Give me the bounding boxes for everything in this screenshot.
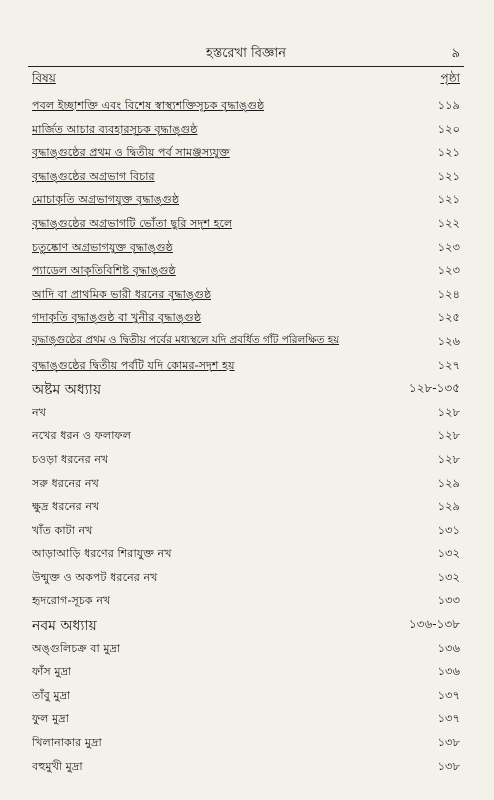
entry-page: ১২৯ — [437, 499, 460, 514]
entry-page: ১২১ — [437, 192, 460, 207]
entry-page: ১২৩ — [437, 263, 460, 278]
toc-entry — [32, 354, 460, 378]
entry-title: আড়াআড়ি ধরণের শিরাযুক্ত নখ — [32, 547, 172, 561]
entry-title: পবল ইচ্ছাশক্তি এবং বিশেষ স্বাস্থ্যশক্তিসূচক বৃদ্ধাঙ্গুষ্ঠ — [32, 99, 265, 112]
entry-title: মার্জিত আচার ব্যবহারসূচক বৃদ্ধাঙ্গুষ্ঠ — [32, 122, 198, 136]
column-headers — [32, 70, 460, 90]
chapter-pages: ১২৮-১৩৫ — [408, 381, 460, 396]
entry-title: আদি বা প্রাথমিক ভারী ধরনের বৃদ্ধাঙ্গুষ্ঠ — [32, 287, 212, 301]
entry-page: ১২৮ — [437, 428, 460, 443]
entry-title: হৃদরোগ-সূচক নখ — [32, 594, 111, 608]
entry-title: তাঁবু মুদ্রা — [32, 688, 71, 702]
entry-title: খাঁত কাটা নখ — [32, 523, 93, 537]
toc-entry — [32, 94, 460, 118]
subject-column-header: বিষয় — [32, 71, 56, 85]
toc-entry — [32, 637, 460, 661]
toc-entry — [32, 707, 460, 731]
entry-page: ১২৩ — [437, 239, 460, 254]
entry-page: ১৩৭ — [437, 687, 460, 702]
entry-page: ১২৬ — [437, 333, 460, 348]
toc-entry — [32, 165, 460, 189]
toc-entry — [32, 495, 460, 519]
chapter-heading — [32, 377, 460, 401]
entry-page: ১৩১ — [437, 522, 460, 537]
entry-page: ১১৯ — [437, 98, 460, 112]
entry-page: ১২৭ — [437, 357, 460, 372]
entry-title: ক্ষুদ্র ধরনের নখ — [32, 500, 100, 514]
toc-entry — [32, 212, 460, 236]
page-column-header: পৃষ্ঠা — [440, 71, 460, 85]
entry-page: ১৩২ — [437, 546, 460, 561]
toc-entry — [32, 589, 460, 613]
entry-title: উন্মুক্ত ও অকপট ধরনের নখ — [32, 570, 158, 584]
entry-title: প্যাডেল আকৃতিবিশিষ্ট বৃদ্ধাঙ্গুষ্ঠ — [32, 264, 176, 278]
entry-page: ১৩৬ — [437, 664, 460, 679]
entry-title: নখের ধরন ও ফলাফল — [32, 429, 131, 443]
toc-entry — [32, 424, 460, 448]
toc-entry — [32, 306, 460, 330]
toc-entry — [32, 259, 460, 283]
entry-title: গদাকৃতি বৃদ্ধাঙ্গুষ্ঠ বা খুনীর বৃদ্ধাঙ্গুষ্ঠ — [32, 311, 202, 325]
entry-title: বৃদ্ধাঙ্গুষ্ঠের প্রথম ও দ্বিতীয় পর্ব সামঞ্জস্যযুক্ত — [32, 146, 230, 160]
entry-title: মোচাকৃতি অগ্রভাগযুক্ত বৃদ্ধাঙ্গুষ্ঠ — [32, 193, 180, 207]
entry-title: বৃদ্ধাঙ্গুষ্ঠের প্রথম ও দ্বিতীয় পর্বের মধ্যস্থলে যদি প্রবর্ধিত গাঁট পরিলক্ষিত হয় — [32, 333, 340, 346]
toc-entry — [32, 542, 460, 566]
chapter-title: অষ্টম অধ্যায় — [32, 382, 102, 399]
entry-page: ১২৪ — [437, 286, 460, 301]
entry-page: ১৩৬ — [437, 640, 460, 655]
entry-page: ১২৫ — [437, 310, 460, 325]
entry-title: সরু ধরনের নখ — [32, 476, 99, 490]
entry-page: ১২৮ — [437, 404, 460, 419]
entry-page: ১৩৩ — [437, 593, 460, 608]
toc-entry — [32, 660, 460, 684]
toc-entry — [32, 519, 460, 543]
entry-title: চতুষ্কোণ অগ্রভাগযুক্ত বৃদ্ধাঙ্গুষ্ঠ — [32, 240, 173, 254]
entry-title: অঙ্গুলিচক্র বা মুদ্রা — [32, 641, 121, 655]
contents-list — [32, 94, 460, 778]
entry-page: ১২০ — [437, 121, 460, 136]
entry-title: বহুমুখী মুদ্রা — [32, 759, 83, 773]
entry-page: ১২১ — [437, 145, 460, 160]
toc-entry — [32, 188, 460, 212]
toc-entry — [32, 118, 460, 142]
toc-entry — [32, 283, 460, 307]
toc-entry — [32, 236, 460, 260]
toc-entry — [32, 330, 460, 354]
toc-entry — [32, 684, 460, 708]
entry-page: ১৩৮ — [437, 758, 460, 773]
entry-page: ১২১ — [437, 168, 460, 183]
entry-page: ১৩২ — [437, 569, 460, 584]
entry-page: ১২৮ — [437, 451, 460, 466]
entry-page: ১৩৭ — [437, 711, 460, 726]
toc-entry — [32, 566, 460, 590]
toc-entry — [32, 448, 460, 472]
entry-title: বৃদ্ধাঙ্গুষ্ঠের দ্বিতীয় পর্বটি যদি কোমর-সদৃশ হয় — [32, 358, 235, 372]
entry-title: ফুল মুদ্রা — [32, 712, 69, 726]
running-header — [28, 42, 464, 67]
chapter-pages: ১৩৬-১৩৮ — [408, 617, 460, 632]
chapter-heading — [32, 613, 460, 637]
entry-page: ১৩৮ — [437, 735, 460, 750]
entry-title: বৃদ্ধাঙ্গুষ্ঠের অগ্রভাগ বিচার — [32, 169, 155, 183]
entry-title: খিলানাকার মুদ্রা — [32, 736, 102, 750]
book-title: হস্তরেখা বিজ্ঞান — [206, 46, 286, 61]
entry-title: নখ — [32, 405, 47, 419]
entry-page: ১২৯ — [437, 475, 460, 490]
toc-entry — [32, 401, 460, 425]
entry-title: চওড়া ধরনের নখ — [32, 452, 109, 466]
entry-page: ১২২ — [437, 215, 460, 230]
toc-entry — [32, 472, 460, 496]
toc-entry — [32, 755, 460, 779]
toc-entry — [32, 141, 460, 165]
entry-title: বৃদ্ধাঙ্গুষ্ঠের অগ্রভাগটি ভোঁতা ছুরি সদৃশ হলে — [32, 216, 233, 230]
page-number: ৯ — [451, 46, 460, 61]
chapter-title: নবম অধ্যায় — [32, 618, 97, 635]
entry-title: ফাঁস মুদ্রা — [32, 665, 72, 679]
toc-entry — [32, 731, 460, 755]
